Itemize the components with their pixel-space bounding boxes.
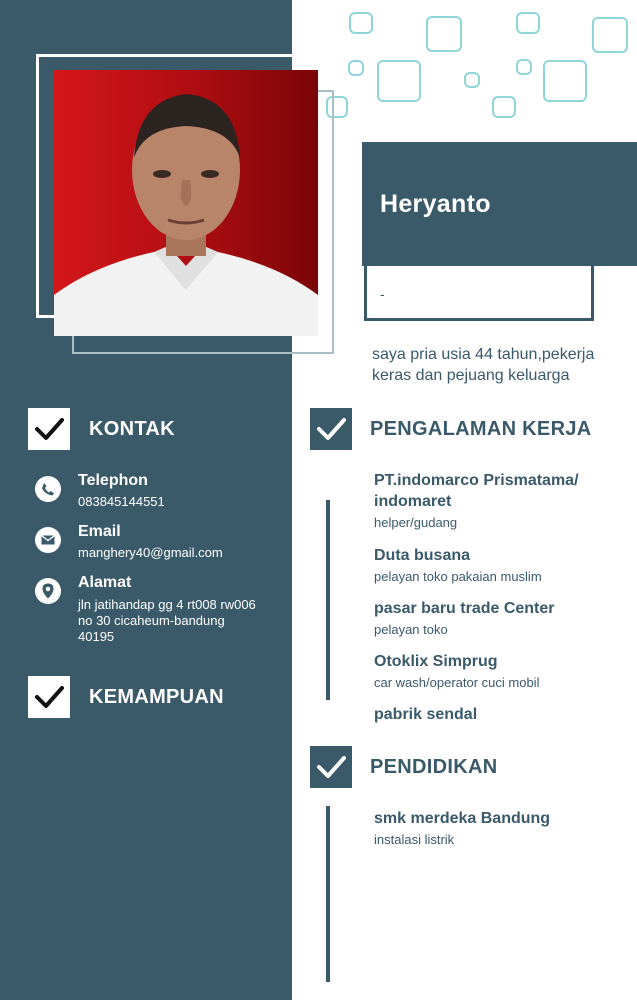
job-company: pabrik sendal <box>374 706 478 723</box>
education-timeline-line <box>326 806 330 982</box>
location-icon <box>35 578 61 604</box>
check-icon <box>28 676 70 718</box>
skills-section-title: KEMAMPUAN <box>89 686 224 708</box>
education-section-title: PENDIDIKAN <box>370 756 498 778</box>
person-name: Heryanto <box>380 190 491 218</box>
phone-icon <box>35 476 61 502</box>
contact-label-phone: Telephon <box>78 472 148 489</box>
check-icon <box>310 408 352 450</box>
education-school: smk merdeka Bandung <box>374 810 551 827</box>
job-company: PT.indomarco Prismatama/ indomaret <box>374 472 579 510</box>
contact-value-phone: 083845144551 <box>78 494 165 509</box>
contact-label-email: Email <box>78 523 121 540</box>
job-company: Duta busana <box>374 547 471 564</box>
check-icon <box>28 408 70 450</box>
subtitle-box <box>364 266 594 321</box>
contact-value-email: manghery40@gmail.com <box>78 545 223 560</box>
person-subtitle: - <box>380 286 385 302</box>
contact-section-title: KONTAK <box>89 418 175 440</box>
email-icon <box>35 527 61 553</box>
job-role: pelayan toko <box>374 622 448 637</box>
contact-value-address: jln jatihandap gg 4 rt008 rw006 no 30 cicaheum-bandung 40195 <box>78 597 256 644</box>
experience-timeline-line <box>326 500 330 700</box>
about-text: saya pria usia 44 tahun,pekerja keras dan pejuang keluarga <box>372 346 595 384</box>
education-major: instalasi listrik <box>374 832 455 847</box>
profile-photo <box>54 70 318 336</box>
contact-label-address: Alamat <box>78 574 132 591</box>
job-role: pelayan toko pakaian muslim <box>374 569 542 584</box>
check-icon <box>310 746 352 788</box>
job-role: car wash/operator cuci mobil <box>374 675 540 690</box>
experience-section-title: PENGALAMAN KERJA <box>370 418 592 440</box>
job-company: Otoklix Simprug <box>374 653 498 670</box>
job-company: pasar baru trade Center <box>374 600 555 617</box>
job-role: helper/gudang <box>374 515 458 530</box>
